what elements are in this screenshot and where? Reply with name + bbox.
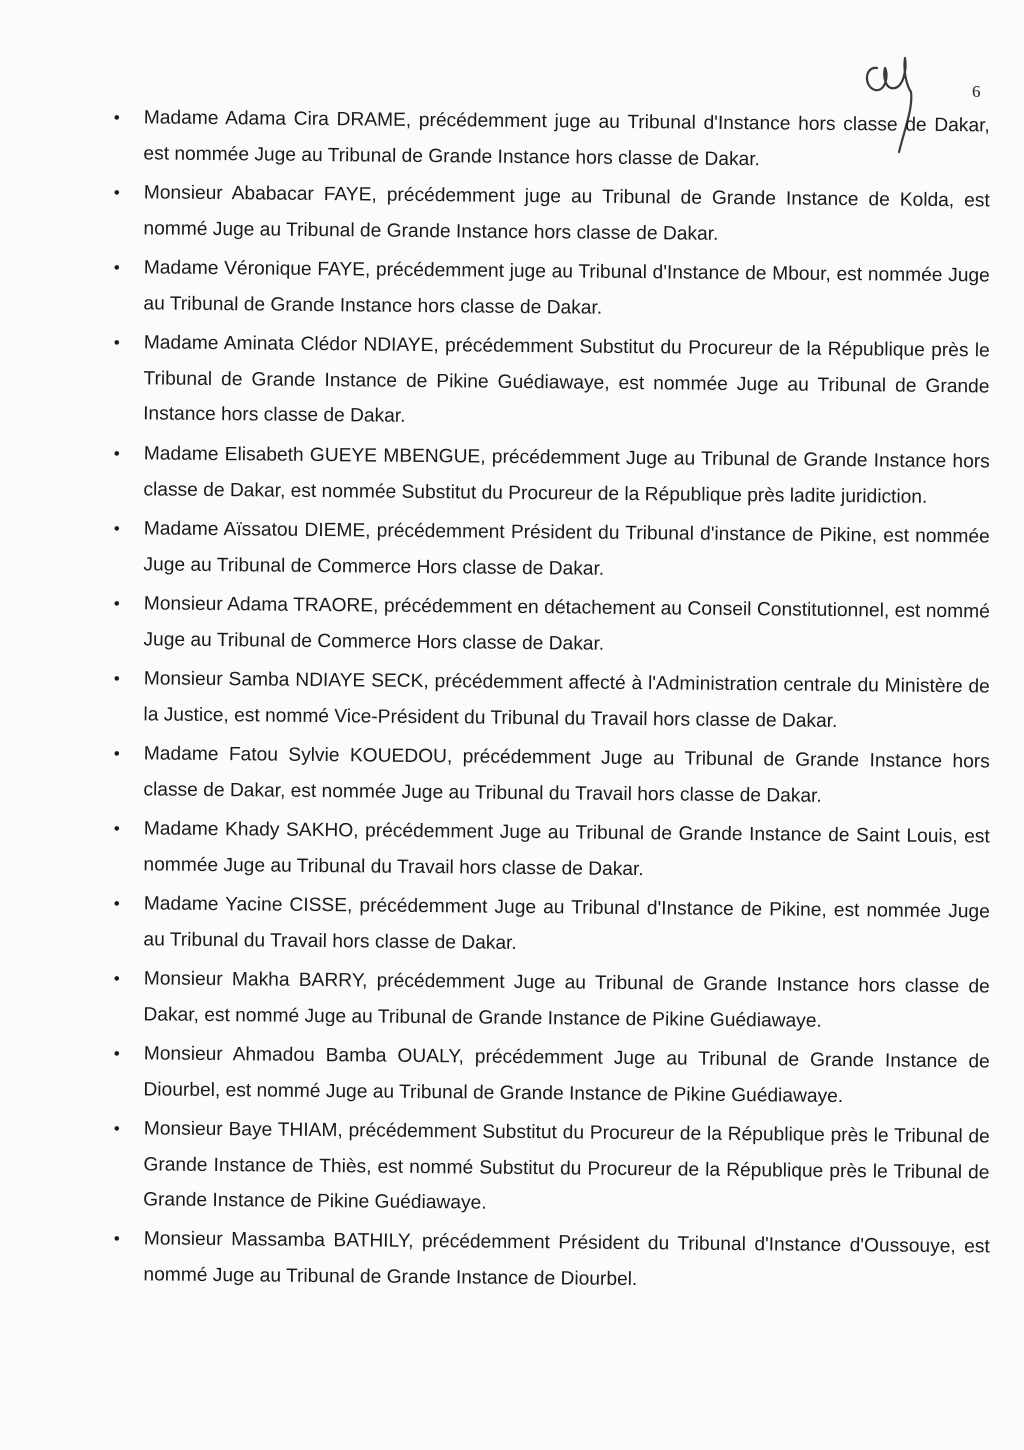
list-item <box>109 1221 990 1300</box>
entry-text: Madame Aminata Clédor NDIAYE, précédemment Substitut du Procureur de la République près le Tribunal de Grande Instance de Pikine Guédiawaye, est nommée Juge au Tribunal de Grande Instance hors classe de Dakar. <box>143 332 990 427</box>
list-item <box>109 250 990 329</box>
entry-text: Madame Adama Cira DRAME, précédemment juge au Tribunal d'Instance hors classe de Dakar, est nommée Juge au Tribunal de Grande Instance hors classe de Dakar. <box>143 107 990 170</box>
entry-text: Monsieur Massamba BATHILY, précédemment Président du Tribunal d'Instance d'Oussouye, est nommé Juge au Tribunal de Grande Instance de Diourbel. <box>143 1228 990 1290</box>
bullet-icon: • <box>113 1043 120 1063</box>
list-item <box>109 586 990 665</box>
list-item <box>109 736 990 815</box>
entry-text: Monsieur Baye THIAM, précédemment Substitut du Procureur de la République près le Tribunal de Grande Instance de Thiès, est nommé Substitut du Procureur de la République près le Tribunal de Grande Instance de Pikine Guédiawaye. <box>143 1117 990 1214</box>
page-number: 6 <box>972 82 981 101</box>
entry-text: Monsieur Ababacar FAYE, précédemment juge au Tribunal de Grande Instance de Kolda, est nommé Juge au Tribunal de Grande Instance hors classe de Dakar. <box>143 182 990 245</box>
list-item <box>109 511 990 590</box>
list-item <box>109 661 990 740</box>
entry-text: Madame Yacine CISSE, précédemment Juge au Tribunal d'Instance de Pikine, est nommée Juge au Tribunal du Travail hors classe de Dakar. <box>143 892 990 953</box>
entry-text: Monsieur Makha BARRY, précédemment Juge au Tribunal de Grande Instance hors classe de Dakar, est nommé Juge au Tribunal de Grande Instance de Pikine Guédiawaye. <box>143 967 990 1031</box>
bullet-icon: • <box>113 1229 120 1249</box>
bullet-icon: • <box>113 333 120 353</box>
entry-text: Monsieur Ahmadou Bamba OUALY, précédemment Juge au Tribunal de Grande Instance de Diourbel, est nommé Juge au Tribunal de Grande Instance de Pikine Guédiawaye. <box>143 1042 990 1107</box>
bullet-icon: • <box>113 518 120 538</box>
entry-text: Madame Véronique FAYE, précédemment juge au Tribunal d'Instance de Mbour, est nommée Juge au Tribunal de Grande Instance hors classe de Dakar. <box>143 257 990 319</box>
entry-text: Monsieur Adama TRAORE, précédemment en détachement au Conseil Constitutionnel, est nommé Juge au Tribunal de Commerce Hors classe de Dakar. <box>143 592 990 654</box>
list-item <box>109 1111 990 1226</box>
entry-text: Madame Khady SAKHO, précédemment Juge au Tribunal de Grande Instance de Saint Louis, est nommée Juge au Tribunal du Travail hors classe de Dakar. <box>143 817 990 880</box>
list-item <box>109 436 990 515</box>
bullet-icon: • <box>113 443 120 463</box>
bullet-icon: • <box>113 968 120 988</box>
entry-text: Monsieur Samba NDIAYE SECK, précédemment affecté à l'Administration centrale du Ministère de la Justice, est nommé Vice-Président du Tribunal du Travail hors classe de Dakar. <box>143 667 990 731</box>
bullet-icon: • <box>113 108 120 128</box>
bullet-icon: • <box>113 893 120 913</box>
entry-text: Madame Aïssatou DIEME, précédemment Président du Tribunal d'instance de Pikine, est nommée Juge au Tribunal de Commerce Hors classe de Dakar. <box>143 517 990 579</box>
entry-text: Madame Elisabeth GUEYE MBENGUE, précédemment Juge au Tribunal de Grande Instance hors classe de Dakar, est nommée Substitut du Procureur de la République près ladite juridiction. <box>143 442 990 507</box>
bullet-icon: • <box>113 1118 120 1138</box>
list-item <box>109 961 990 1040</box>
entry-text: Madame Fatou Sylvie KOUEDOU, précédemment Juge au Tribunal de Grande Instance hors classe de Dakar, est nommée Juge au Tribunal du Travail hors classe de Dakar. <box>143 742 990 806</box>
bullet-icon: • <box>113 668 120 688</box>
bullet-icon: • <box>113 818 120 838</box>
list-item <box>109 175 990 254</box>
list-item <box>109 325 990 440</box>
bullet-icon: • <box>113 593 120 613</box>
list-item <box>109 100 990 179</box>
list-item <box>109 1036 990 1115</box>
bullet-icon: • <box>113 743 120 763</box>
appointment-list <box>110 100 990 1296</box>
bullet-icon: • <box>113 258 120 278</box>
list-item <box>109 886 990 965</box>
list-item <box>109 811 990 890</box>
bullet-icon: • <box>113 183 120 203</box>
